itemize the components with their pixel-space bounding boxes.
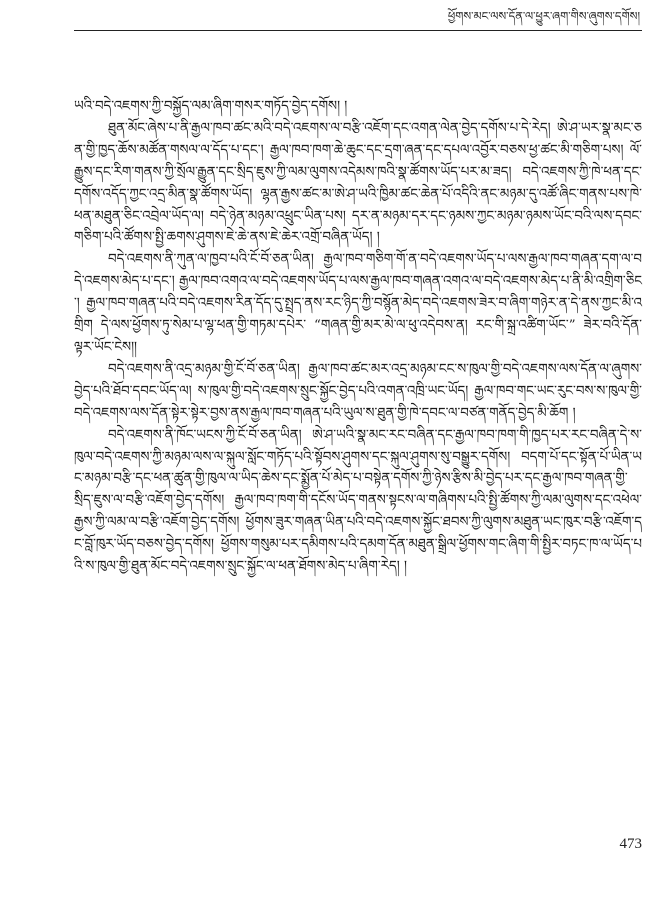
body-text (74, 96, 642, 578)
paragraph-1: ཡའི་བདེ་འཇགས་ཀྱི་བསྐྱོད་ལམ་ཞིག་གསར་གཏོད་བྱེད་དགོས། ། (74, 99, 348, 114)
paragraph-5: བདེ་འཇགས་ནི་ཁོང་ཡངས་ཀྱི་ངོ་བོ་ཅན་ཡིན། ཨེ་ཤ་ཡའི་སྣ་མང་རང་བཞིན་དང་རྒྱལ་ཁབ་ཁག་གི་ཁྱད་པར་རང་བཞིན་དེ་ས་ཁུལ་བདེ་འཇགས་ཀྱི་མཉམ་ལས་ལ་སྐུལ་སློང་གཏོད་པའི་སྟོབས་ཤུགས་དང་སྐུལ་ཤུགས་སུ་བསྒྱུར་དགོས། བདག་པོ་དང་སྟོན་པོ་ཡིན་ཡང་མཉམ་བརྩི་དང་ཕན་ཚུན་གྱི་ཁུལ་ལ་ཡིད་ཆེས་དང་སྨྱོན་པོ་མེད་པ་བསྟེན་དགོས་ཀྱི་ཉེས་རྩིས་མི་བྱེད་པར་དང་རྒྱལ་ཁབ་གཞན་གྱི་སྲིད་ཇུས་ལ་བརྩི་འཇོག་བྱེད་དགོས། རྒྱལ་ཁབ་ཁག་གི་དངོས་ཡོད་གནས་སྟངས་ལ་གཞིགས་པའི་སྤྱི་ཚོགས་ཀྱི་ལམ་ལུགས་དང་འཕེལ་རྒྱས་ཀྱི་ལམ་ལ་བརྩི་འཇོག་བྱེད་དགོས། ཕྱོགས་ཟུར་གཞན་ཡིན་པའི་བདེ་འཇགས་སྐྱོང་ཐབས་ཀྱི་ལུགས་མཐུན་ཡང་ཁུར་བརྩི་འཇོག་དང་བློ་ཁུར་ཡོད་བཅས་བྱེད་དགོས། ཕྱོགས་གསུམ་པར་དམིགས་པའི་དམག་དོན་མཐུན་སྒྲིལ་ཕྱོགས་གང་ཞིག་གི་སྤྱིར་བཏང་ཁ་ལ་ཡོད་པའི་ས་ཁུལ་གྱི་ཐུན་མོང་བདེ་འཇགས་སྲུང་སྐྱོང་ལ་ཕན་ཐོགས་མེད་པ་ཞིག་རེད། ། (74, 427, 642, 575)
running-header: ཕྱོགས་མང་ལས་དོན་ལ་ཕྱུར་ཞག་གིས་ཞུགས་དགོས། (447, 9, 640, 23)
header-rule (74, 30, 642, 31)
page-number: 473 (619, 836, 642, 852)
paragraph-4: བདེ་འཇགས་ནི་འདྲ་མཉམ་གྱི་ངོ་བོ་ཅན་ཡིན། རྒྱལ་ཁབ་ཚང་མར་འདྲ་མཉམ་ངང་ས་ཁུལ་གྱི་བདེ་འཇགས་ལས་དོན་ལ་ཞུགས་བྱེད་པའི་ཐོབ་དབང་ཡོད་ལ། ས་ཁུལ་གྱི་བདེ་འཇགས་སྲུང་སྐྱོང་བྱེད་པའི་འགན་འཁྲི་ཡང་ཡོད། རྒྱལ་ཁབ་གང་ཡང་རུང་བས་ས་ཁུལ་གྱི་བདེ་འཇགས་ལས་དོན་སྟེར་སྟེར་བྱས་ནས་རྒྱལ་ཁབ་གཞན་པའི་ཡུལ་ས་ཐུན་གྱི་ཁེ་དབང་ལ་བཙན་གནོད་བྱེད་མི་ཆོག ། (74, 361, 642, 421)
paragraph-3: བདེ་འཇགས་ནི་ཀུན་ལ་ཁྱབ་པའི་ངོ་བོ་ཅན་ཡིན། རྒྱལ་ཁབ་གཅིག་གོ་ན་བདེ་འཇགས་ཡོད་པ་ལས་རྒྱལ་ཁབ་གཞན་དག་ལ་བདེ་འཇགས་མེད་པ་དང་། རྒྱལ་ཁབ་འགའ་ལ་བདེ་འཇགས་ཡོད་པ་ལས་རྒྱལ་ཁབ་གཞན་འགའ་ལ་བདེ་འཇགས་མེད་པ་ནི་མི་འགྲིག་ཅིང་། རྒྱལ་ཁབ་གཞན་པའི་བདེ་འཇགས་རིན་དོད་དུ་སྤྲད་ནས་རང་ཉིད་ཀྱི་བསྙོན་མེད་བདེ་འཇགས་ཟེར་བ་ཞིག་གཉེར་ན་དེ་ནས་ཀྱང་མི་འགྲིག དེ་ལས་ཕྱོགས་ཏུ་སེམ་པ་ལྷ་ཕན་གྱི་གཏམ་དཔེར་ “གཞན་གྱི་མར་མེ་ལ་ཕུ་འདེབས་ན། རང་གི་སྐྲ་འཚིག་ཡོང་” ཟེར་བའི་དོན་ལྟར་ཡོང་ངེས།། (74, 252, 642, 355)
paragraph-2: ཐུན་མོང་ཞེས་པ་ནི་རྒྱལ་ཁབ་ཚང་མའི་བདེ་འཇགས་ལ་བརྩི་འཇོག་དང་འགན་ལེན་བྱེད་དགོས་པ་དེ་རེད། ཨེ་ཤ་ཡར་སྣ་མང་ཅན་གྱི་ཁྱད་ཆོས་མཚོན་གསལ་ལ་དོད་པ་དང་། རྒྱལ་ཁབ་ཁག་ཆེ་ཆུང་དང་དྲག་ཞན་དང་དཔལ་འབྱོར་བཅས་ཕྱ་ཚང་མི་གཅིག་པས། ལོ་རྒྱུས་དང་རིག་གནས་ཀྱི་སྲོལ་རྒྱུན་དང་སྲིད་ཇུས་ཀྱི་ལམ་ལུགས་འདེམས་ཁའི་སྣ་ཚོགས་ཡོད་པར་མ་ཟད། བདེ་འཇགས་ཀྱི་ཁེ་ཕན་དང་དགོས་འདོད་ཀྱང་འདྲ་མིན་སྣ་ཚོགས་ཡོད། ལྷན་རྒྱས་ཚང་མ་ཨེ་ཤ་ཡའི་ཁྱིམ་ཚང་ཆེན་པོ་འདིའི་ནང་མཉམ་དུ་འཚོ་ཞིང་གནས་པས་ཁེ་ཕན་མཐུན་ཅིང་འབྲེལ་ཡོད་ལ། བདེ་ཉེན་མཉམ་འཕྲུང་ཡིན་པས། དར་ན་མཉམ་དར་དང་ཉམས་ཀྱང་མཉམ་ཉམས་ཡོང་བའི་ལས་དབང་གཅིག་པའི་ཚོགས་སྤྱི་ཆགས་ཤུགས་ཇེ་ཆེ་ནས་ཇེ་ཆེར་འགྲོ་བཞིན་ཡོད། ། (74, 120, 642, 246)
